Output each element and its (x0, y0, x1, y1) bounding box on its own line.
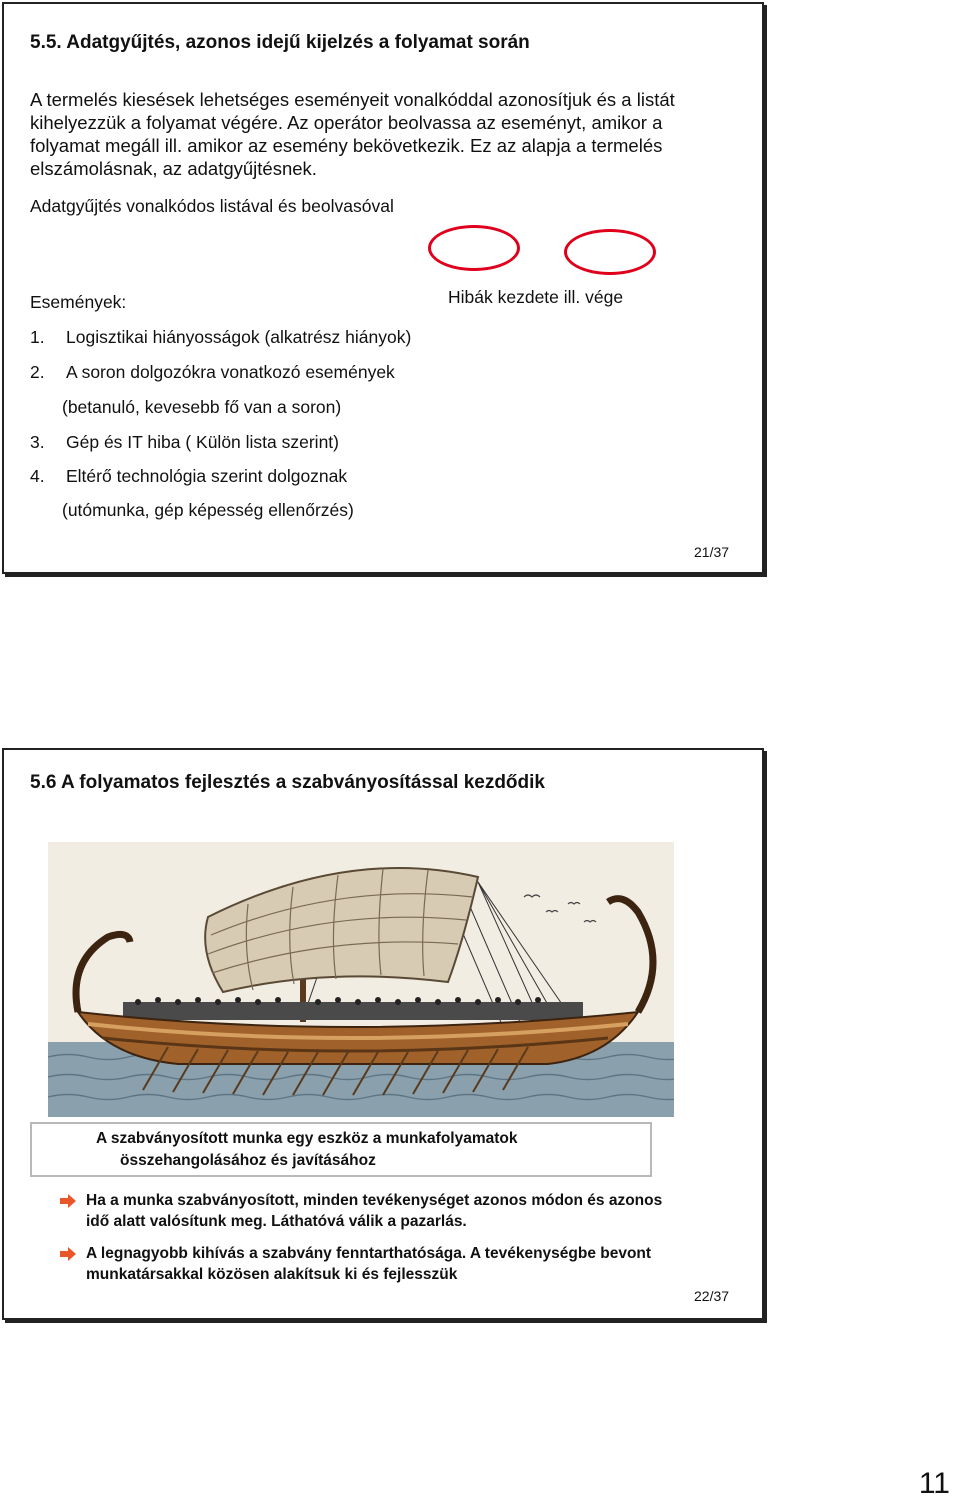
slide-page-number: 21/37 (694, 544, 730, 560)
list-item: Gép és IT hiba ( Külön lista szerint) (66, 432, 339, 452)
list-item: (utómunka, gép képesség ellenőrzés) (62, 500, 354, 520)
list-item: Eltérő technológia szerint dolgoznak (66, 466, 348, 486)
ancient-ship-illustration (48, 842, 674, 1117)
annotation-label: Hibák kezdete ill. vége (448, 287, 624, 307)
slide-page-number: 22/37 (694, 1288, 730, 1304)
list-item-num: 2. (30, 362, 45, 382)
list-item-num: 1. (30, 327, 45, 347)
arrow-bullet-icon (60, 1194, 76, 1208)
list-item: (betanuló, kevesebb fő van a soron) (62, 397, 342, 417)
box-line-2: összehangolásához és javításához (120, 1152, 376, 1169)
slide-title: 5.5. Adatgyűjtés, azonos idejű kijelzés a folyamat során (30, 32, 530, 53)
slide-title: 5.6 A folyamatos fejlesztés a szabványosítással kezdődik (30, 772, 545, 793)
page-number: 11 (918, 1467, 950, 1500)
red-circle-right (564, 229, 656, 275)
intro-line-4: elszámolásnak, az adatgyűjtésnek. (30, 158, 317, 179)
list-item: Logisztikai hiányosságok (alkatrész hiányok) (66, 327, 412, 347)
bullet-1-line-1: Ha a munka szabványosított, minden tevékenységet azonos módon és azonos (86, 1192, 663, 1209)
arrow-bullet-icon (60, 1247, 76, 1261)
list-item: A soron dolgozókra vonatkozó események (66, 362, 395, 382)
intro-line-1: A termelés kiesések lehetséges eseményeit vonalkóddal azonosítjuk és a listát (30, 89, 675, 110)
list-item-num: 4. (30, 466, 45, 486)
red-circle-left (428, 225, 520, 271)
subheading: Adatgyűjtés vonalkódos listával és beolvasóval (30, 196, 394, 216)
list-item-num: 3. (30, 432, 45, 452)
bullet-1-line-2: idő alatt valósítunk meg. Láthatóvá válik a pazarlás. (86, 1213, 467, 1230)
slide-22 (2, 748, 764, 1320)
intro-line-2: kihelyezzük a folyamat végére. Az operátor beolvassa az eseményt, amikor a (30, 112, 663, 133)
events-label: Események: (30, 292, 127, 312)
box-line-1: A szabványosított munka egy eszköz a munkafolyamatok (96, 1130, 518, 1147)
bullet-2-line-2: munkatársakkal közösen alakítsuk ki és fejlesszük (86, 1266, 458, 1283)
intro-line-3: folyamat megáll ill. amikor az esemény bekövetkezik. Ez az alapja a termelés (30, 135, 663, 156)
slide-21 (2, 2, 764, 574)
bullet-2-line-1: A legnagyobb kihívás a szabvány fenntarthatósága. A tevékenységbe bevont (86, 1245, 652, 1262)
